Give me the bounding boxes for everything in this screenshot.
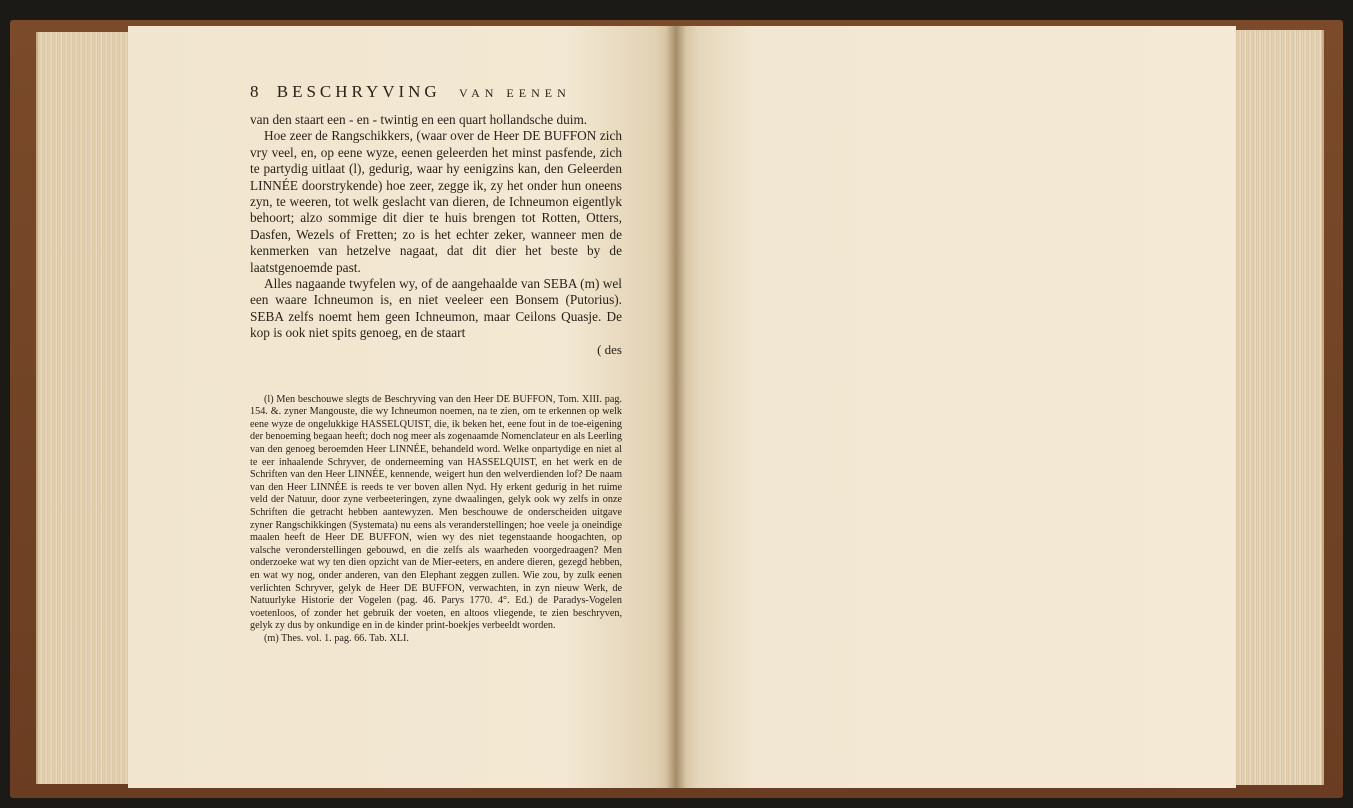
header-subtitle: VAN EENEN [458,86,571,100]
page-number: 8 [250,82,259,101]
paragraph-1: van den staart een - en - twintig en een quart hollandsche duim. [250,112,588,127]
book-gutter [666,26,686,788]
footnote-l: (l) Men beschouwe slegts de Beschryving van den Heer DE BUFFON, Tom. XIII. pag. 154. &. zyner Mangouste, die wy Ichneumon noemen, na te zien, om te erkennen op welk eene wyze de ongelukkige HASSELQUIST, die, ik beken het, eene fout in de toe-eigening der benoeming begaan heeft; doch nog meer als zogenaamde Nomenclateur en als Leerling van den genoeg beroemden Heer LINNÉE, behandeld word. Welke onpartydige en niet al te eer inhaalende Schryver, de onderneeming van HASSELQUIST, en het werk en de Schriften van den Heer LINNÉE, kennende, weigert hun den welverdienden lof? De naam van den Heer LINNÉE is reeds te ver boven allen Nyd. Hy erkent gedurig in het ruime veld der Natuur, door zyne verbeeteringen, zyne dwaalingen, gelyk ook wy zelfs in onze Schriften die getracht hebben aantewyzen. Men beschouwe de onderscheiden uitgave zyner Rangschikkingen (Systemata) nu eens als veranderstellingen; hoe veele ja oneindige maalen heeft de Heer DE BUFFON, wien wy des niet tegenstaande hoogachten, op valsche veronderstellingen gebouwd, en die zelfs als waarheden voorgedraagen? Men onderzoeke wat wy ten dien opzicht van de Mier-eeters, en andere dieren, gezegd hebben, en wat wy nog, onder anderen, van den Elephant zeggen zullen. Wie zou, by zulk eenen verlichten Schryver, gelyk de Heer DE BUFFON, verwachten, in zyn nieuw Werk, de Natuurlyke Historie der Vogelen (pag. 46. Parys 1770. 4°. Ed.) de Paradys-Vogelen voetenloos, of zonder het gebruik der voeten, en altoos vliegende, te zien beschryven, gelyk zy dus by onkundige en in de kinder print-boekjes verbeeldt worden. [250,393,622,632]
main-text [250,112,622,358]
running-header [250,82,622,112]
paragraph-2: Hoe zeer de Rangschikkers, (waar over de Heer DE BUFFON zich vry veel, en, op eene wyze, eenen geleerden het minst pasfende, zich te partydig uitlaat (l), gedurig, waar hy eenigzins kan, den Geleerden LINNÉE doorstrykende) hoe zeer, zegge ik, zy het onder hun oneens zyn, te weeren, tot welk geslacht van dieren, de Ichneumon eigentlyk behoort; alzo sommige dit dier te huis brengen tot Rotten, Otters, Dasfen, Wezels of Fretten; zo is het echter zeker, wanneer men de kenmerken van hetzelve nagaat, dat dit dier het beste by de laatstgenoemde past. [250,128,622,275]
right-page-blank [676,26,1236,788]
footnotes [250,394,622,646]
footnote-m: (m) Thes. vol. 1. pag. 66. Tab. XLI. [264,632,409,644]
paragraph-3: Alles nagaande twyfelen wy, of de aangehaalde van SEBA (m) wel een waare Ichneumon is, en niet veeleer een Bonsem (Putorius). SEBA zelfs noemt hem geen Ichneumon, maar Ceilons Quasje. De kop is ook niet spits genoeg, en de staart [250,276,622,341]
left-page-text [250,82,622,646]
left-page-edges [36,32,138,784]
right-page-edges [1222,30,1324,785]
header-title: BESCHRYVING [276,82,441,101]
catchword: ( des [597,341,622,357]
